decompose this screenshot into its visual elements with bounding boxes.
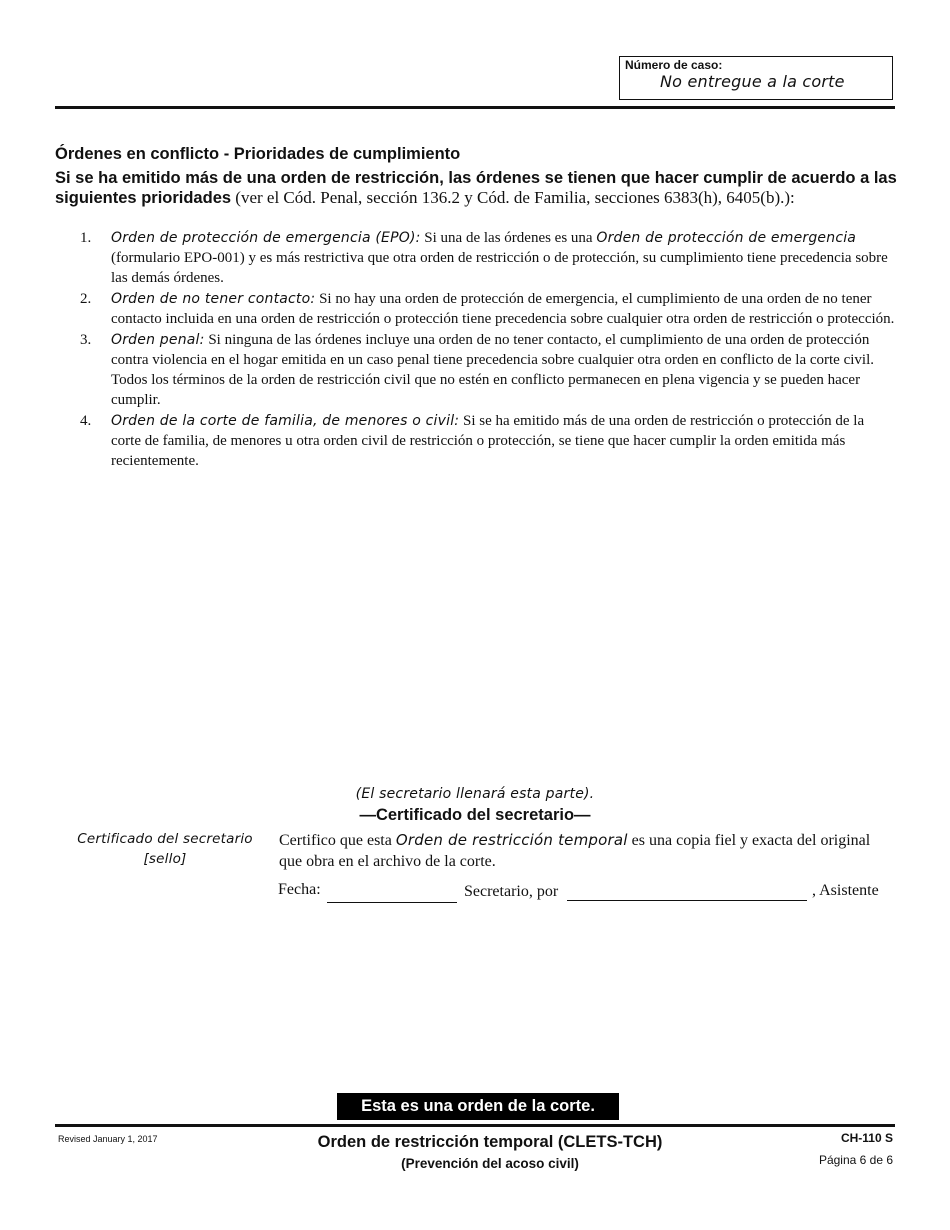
- page-number: Página 6 de 6: [818, 1153, 893, 1167]
- item-text: Si se ha emitido más de una orden de restricción o protección de la corte de familia, de menores u otra orden civil de restricción o protección, se tiene que hacer cumplir la orden emitida más recientemente.: [111, 413, 865, 469]
- cert-form-title: Orden de restricción temporal: [395, 831, 628, 849]
- seal-label: Certificado del secretario: [77, 831, 253, 847]
- item-text: Si una de las órdenes es una: [420, 230, 597, 246]
- footer-form-title: Orden de restricción temporal (CLETS-TCH): [317, 1133, 663, 1151]
- form-number: CH-110 S: [840, 1131, 893, 1145]
- seal-placeholder: [sello]: [143, 851, 187, 867]
- list-item: [80, 330, 895, 410]
- item-number: 2.: [80, 291, 92, 307]
- assistant-label: , Asistente: [812, 882, 879, 899]
- clerk-certificate-title: —Certificado del secretario—: [359, 806, 591, 824]
- certification-text: Certifico que esta Orden de restricción temporal es una copia fiel y exacta del original que obra en el archivo de la corte.: [279, 831, 871, 870]
- court-order-banner: Esta es una orden de la corte.: [337, 1093, 619, 1120]
- item-title: Orden de no tener contacto:: [111, 291, 316, 307]
- intro-paragraph: [55, 168, 905, 208]
- item-title: Orden penal:: [111, 332, 205, 348]
- case-number-value: No entregue a la corte: [660, 72, 845, 91]
- clerk-fill-note: (El secretario llenará esta parte).: [355, 786, 595, 802]
- list-item: [80, 411, 895, 471]
- list-item: [80, 228, 895, 288]
- priority-list: [80, 228, 895, 472]
- item-title: Orden de protección de emergencia (EPO):: [111, 230, 421, 246]
- date-label: Fecha:: [278, 881, 321, 898]
- clerk-label: Secretario, por: [464, 883, 559, 900]
- item-text: Si no hay una orden de protección de emergencia, el cumplimiento de una orden de no tener contacto incluida en una orden de restricción o protección tiene precedencia sobre cualquier otra orden de restricción o protección.: [111, 291, 895, 327]
- revised-date: Revised January 1, 2017: [58, 1134, 158, 1144]
- item-number: 3.: [80, 332, 92, 348]
- section-heading: Órdenes en conflicto - Prioridades de cumplimiento: [55, 145, 461, 163]
- intro-bold-text: Si se ha emitido más de una orden de restricción, las órdenes se tienen que hacer cumplir de acuerdo a las siguientes prioridades: [55, 169, 897, 207]
- item-title: Orden de la corte de familia, de menores o civil:: [111, 413, 460, 429]
- footer-rule: [55, 1124, 895, 1127]
- intro-reference: (ver el Cód. Penal, sección 136.2 y Cód. de Familia, secciones 6383(h), 6405(b).):: [231, 188, 795, 207]
- case-number-label: Número de caso:: [625, 58, 723, 72]
- item-text: Si ninguna de las órdenes incluye una orden de no tener contacto, el cumplimiento de una orden de protección contra violencia en el hogar emitida en un caso penal tiene precedencia sobre cualquier otra orden en conflicto de la corte civil. Todos los términos de la orden de restricción civil que no estén en conflicto permanecen en plena vigencia y se pueden hacer cumplir.: [111, 332, 874, 408]
- clerk-seal-area: [55, 829, 275, 869]
- list-item: [80, 289, 895, 329]
- header-rule: [55, 106, 895, 109]
- date-field[interactable]: [327, 902, 457, 903]
- footer-form-subtitle: (Prevención del acoso civil): [401, 1156, 579, 1171]
- item-number: 4.: [80, 413, 92, 429]
- clerk-signature-field[interactable]: [567, 900, 807, 901]
- item-text-continued: (formulario EPO-001) y es más restrictiva que otra orden de restricción o de protección, su cumplimiento tiene precedencia sobre las demás órdenes.: [111, 250, 888, 286]
- case-number-box: [619, 56, 893, 100]
- item-title-inline: Orden de protección de emergencia: [596, 230, 857, 246]
- item-number: 1.: [80, 230, 92, 246]
